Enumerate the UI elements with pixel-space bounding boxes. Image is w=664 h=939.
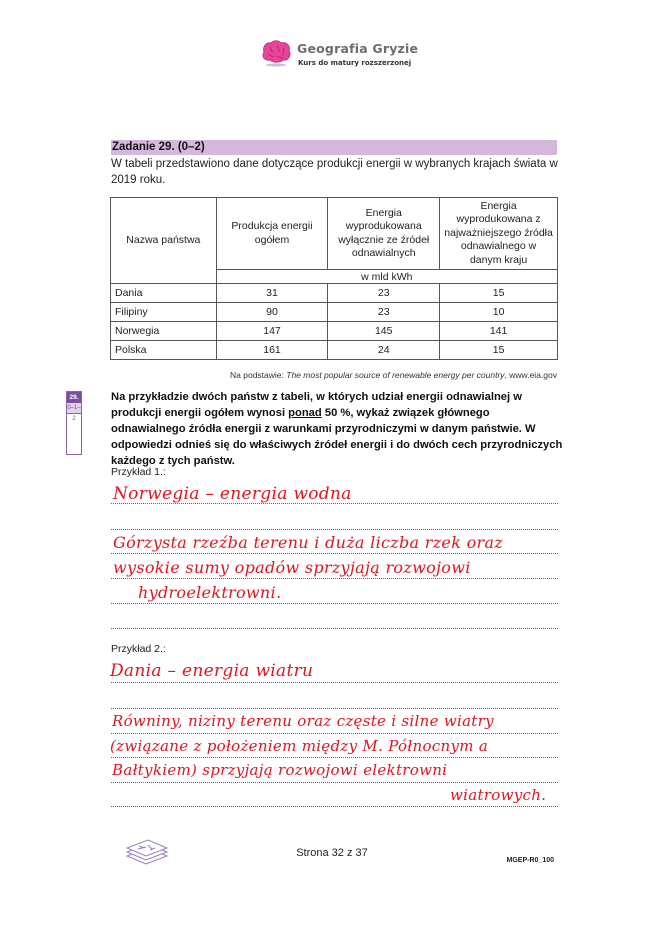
cell-total: 147: [216, 322, 328, 341]
answer-line[interactable]: [111, 782, 558, 783]
cell-total: 90: [216, 303, 328, 322]
header-unit: w mld kWh: [216, 270, 557, 284]
answer-line[interactable]: [111, 806, 558, 807]
cell-renewable: 23: [328, 303, 440, 322]
table-row: [111, 322, 558, 341]
cell-renewable: 145: [328, 322, 440, 341]
energy-table: [110, 197, 558, 360]
answer-line[interactable]: [111, 628, 558, 629]
page-number: Strona 32 z 37: [296, 847, 368, 859]
brand-title: Geografia Gryzie: [297, 41, 419, 56]
cell-country: Norwegia: [111, 322, 217, 341]
task-intro: W tabeli przedstawiono dane dotyczące produkcji energii w wybranych krajach świata w 2019 roku.: [111, 158, 558, 186]
cell-main-source: 15: [440, 284, 558, 303]
handwritten-answer: Górzysta rzeźba terenu i duża liczba rzek oraz: [113, 533, 504, 552]
handwritten-answer: (związane z położeniem między M. Północnym a: [110, 737, 489, 755]
cell-country: Dania: [111, 284, 217, 303]
answer-line[interactable]: [111, 708, 558, 709]
header-total: Produkcja energii ogółem: [216, 198, 328, 270]
header-country: Nazwa państwa: [111, 198, 217, 284]
document-code: MGEP-R0_100: [506, 857, 554, 864]
handwritten-answer: Równiny, niziny terenu oraz częste i silne wiatry: [112, 712, 494, 730]
table-row: [111, 284, 558, 303]
task-number: 29.: [67, 392, 81, 403]
handwritten-answer: wiatrowych.: [450, 786, 547, 804]
cell-country: Filipiny: [111, 303, 217, 322]
cell-renewable: 24: [328, 341, 440, 360]
table-row: [111, 303, 558, 322]
answer-line[interactable]: [111, 529, 558, 530]
source-note: Na podstawie: The most popular source of renewable energy per country, www.eia.gov: [230, 370, 557, 380]
handwritten-answer: Dania – energia wiatru: [110, 661, 314, 681]
task-instruction: Na przykładzie dwóch państw z tabeli, w których udział energii odnawialnej w produkcji energii ogółem wynosi ponad 50 %, wykaż związek głównego odnawialnego źródła energii z warunkami przyrodniczymi w danym państwie. W odpowiedzi odnieś się do właściwych źródeł energii i do dwóch cech przyrodniczych każdego z tych państw.: [111, 391, 563, 467]
answer-line[interactable]: [111, 733, 558, 734]
brand-subtitle: Kurs do matury rozszerzonej: [298, 59, 412, 67]
task-header: Zadanie 29. (0–2): [111, 140, 557, 155]
cell-main-source: 10: [440, 303, 558, 322]
cell-total: 31: [216, 284, 328, 303]
table-row: [111, 341, 558, 360]
cell-renewable: 23: [328, 284, 440, 303]
cell-country: Polska: [111, 341, 217, 360]
answer-line[interactable]: [111, 578, 558, 579]
answer-line[interactable]: [111, 553, 558, 554]
answer-line[interactable]: [111, 603, 558, 604]
cell-main-source: 15: [440, 341, 558, 360]
example-1-label: Przykład 1.:: [111, 466, 166, 478]
cell-main-source: 141: [440, 322, 558, 341]
answer-line[interactable]: [111, 757, 558, 758]
handwritten-answer: hydroelektrowni.: [138, 583, 282, 602]
handwritten-answer: Norwegia – energia wodna: [113, 484, 352, 504]
handwritten-answer: Bałtykiem) sprzyjają rozwojowi elektrowni: [112, 761, 448, 779]
answer-line[interactable]: [111, 682, 558, 683]
cell-total: 161: [216, 341, 328, 360]
handwritten-answer: wysokie sumy opadów sprzyjają rozwojowi: [113, 558, 471, 577]
example-2-label: Przykład 2.:: [111, 643, 166, 655]
header-main-source: Energia wyprodukowana z najważniejszego źródła odnawialnego w danym kraju: [440, 198, 558, 270]
header-renewable: Energia wyprodukowana wyłącznie ze źródeł odnawialnych: [328, 198, 440, 270]
score-box: [66, 391, 82, 455]
task-points: 0–1–2: [67, 405, 81, 422]
brain-icon: [256, 38, 296, 68]
